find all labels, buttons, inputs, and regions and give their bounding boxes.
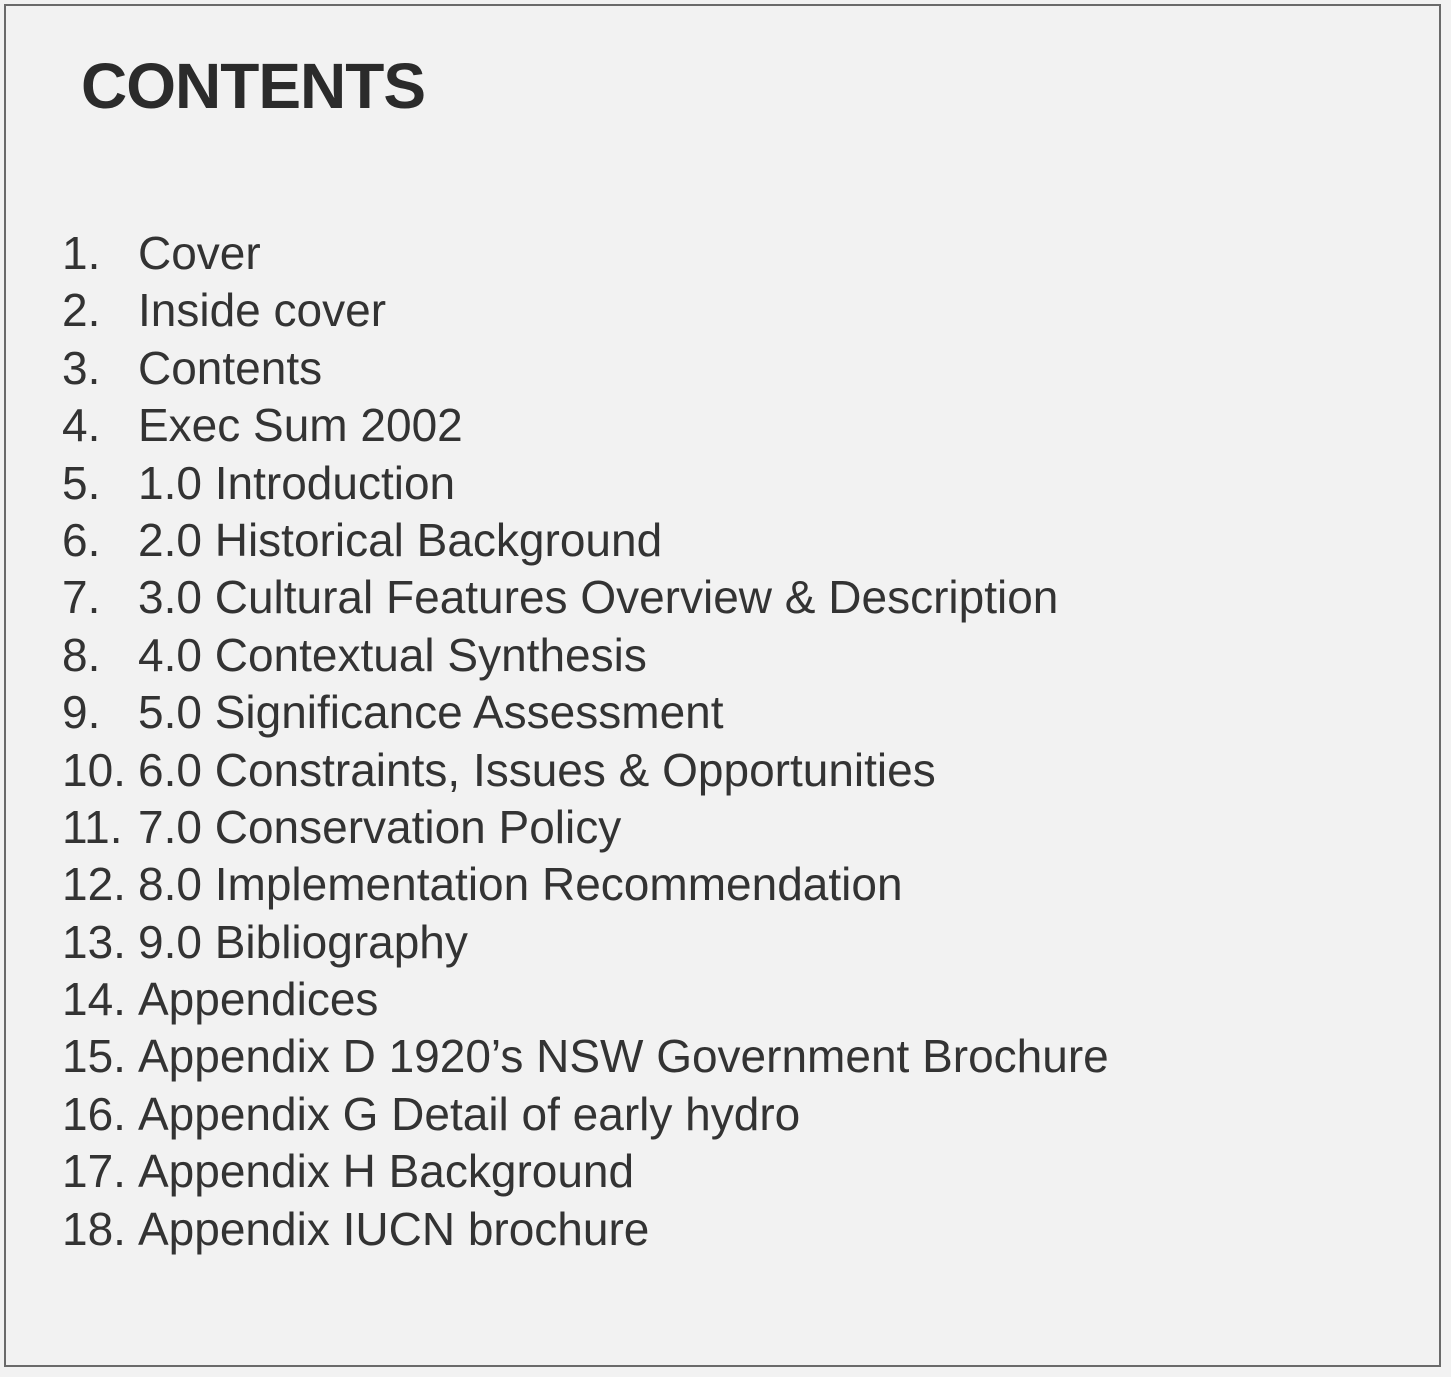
item-number: 3. [62, 341, 101, 394]
item-label: Appendix G Detail of early hydro [138, 1087, 801, 1140]
list-item [62, 225, 1109, 282]
item-label: Appendix D 1920’s NSW Government Brochure [138, 1030, 1109, 1083]
item-label: 6.0 Constraints, Issues & Opportunities [138, 743, 936, 796]
item-label: Appendix IUCN brochure [138, 1202, 650, 1255]
item-number: 1. [62, 227, 101, 279]
item-label: 3.0 Cultural Features Overview & Description [138, 571, 1059, 624]
list-item [62, 627, 1109, 684]
item-label: 8.0 Implementation Recommendation [138, 858, 903, 911]
list-item [62, 856, 1109, 913]
list-item [62, 1143, 1109, 1200]
contents-list [62, 225, 1109, 1258]
item-number: 12. [62, 858, 126, 911]
item-label: 7.0 Conservation Policy [138, 800, 622, 853]
item-number: 6. [62, 513, 101, 566]
item-number: 11. [62, 800, 123, 853]
item-number: 9. [62, 686, 101, 739]
item-label: Inside cover [138, 284, 387, 337]
item-label: Appendices [138, 973, 379, 1026]
list-item [62, 971, 1109, 1028]
item-label: 9.0 Bibliography [138, 915, 468, 968]
item-number: 13. [62, 915, 126, 968]
list-item [62, 455, 1109, 512]
item-label: 5.0 Significance Assessment [138, 686, 724, 739]
list-item [62, 282, 1109, 339]
item-label: Appendix H Background [138, 1145, 635, 1198]
item-label: 2.0 Historical Background [138, 513, 663, 566]
item-number: 7. [62, 571, 101, 624]
item-label: Contents [138, 341, 323, 394]
item-number: 15. [62, 1030, 126, 1083]
list-item [62, 569, 1109, 626]
item-label: 1.0 Introduction [138, 456, 456, 509]
list-item [62, 1086, 1109, 1143]
item-number: 10. [62, 743, 126, 796]
page-title: CONTENTS [81, 50, 425, 122]
list-item [62, 742, 1109, 799]
item-number: 5. [62, 456, 101, 509]
item-number: 4. [62, 399, 101, 452]
list-item [62, 512, 1109, 569]
list-item [62, 914, 1109, 971]
list-item [62, 799, 1109, 856]
list-item [62, 684, 1109, 741]
list-item [62, 340, 1109, 397]
list-item [62, 1201, 1109, 1258]
item-number: 2. [62, 284, 101, 337]
item-number: 16. [62, 1087, 126, 1140]
item-number: 17. [62, 1145, 126, 1198]
item-label: Exec Sum 2002 [138, 399, 463, 452]
item-label: 4.0 Contextual Synthesis [138, 628, 647, 681]
item-label: Cover [138, 227, 261, 279]
item-number: 8. [62, 628, 101, 681]
item-number: 18. [62, 1202, 126, 1255]
list-item [62, 397, 1109, 454]
list-item [62, 1028, 1109, 1085]
item-number: 14. [62, 973, 126, 1026]
